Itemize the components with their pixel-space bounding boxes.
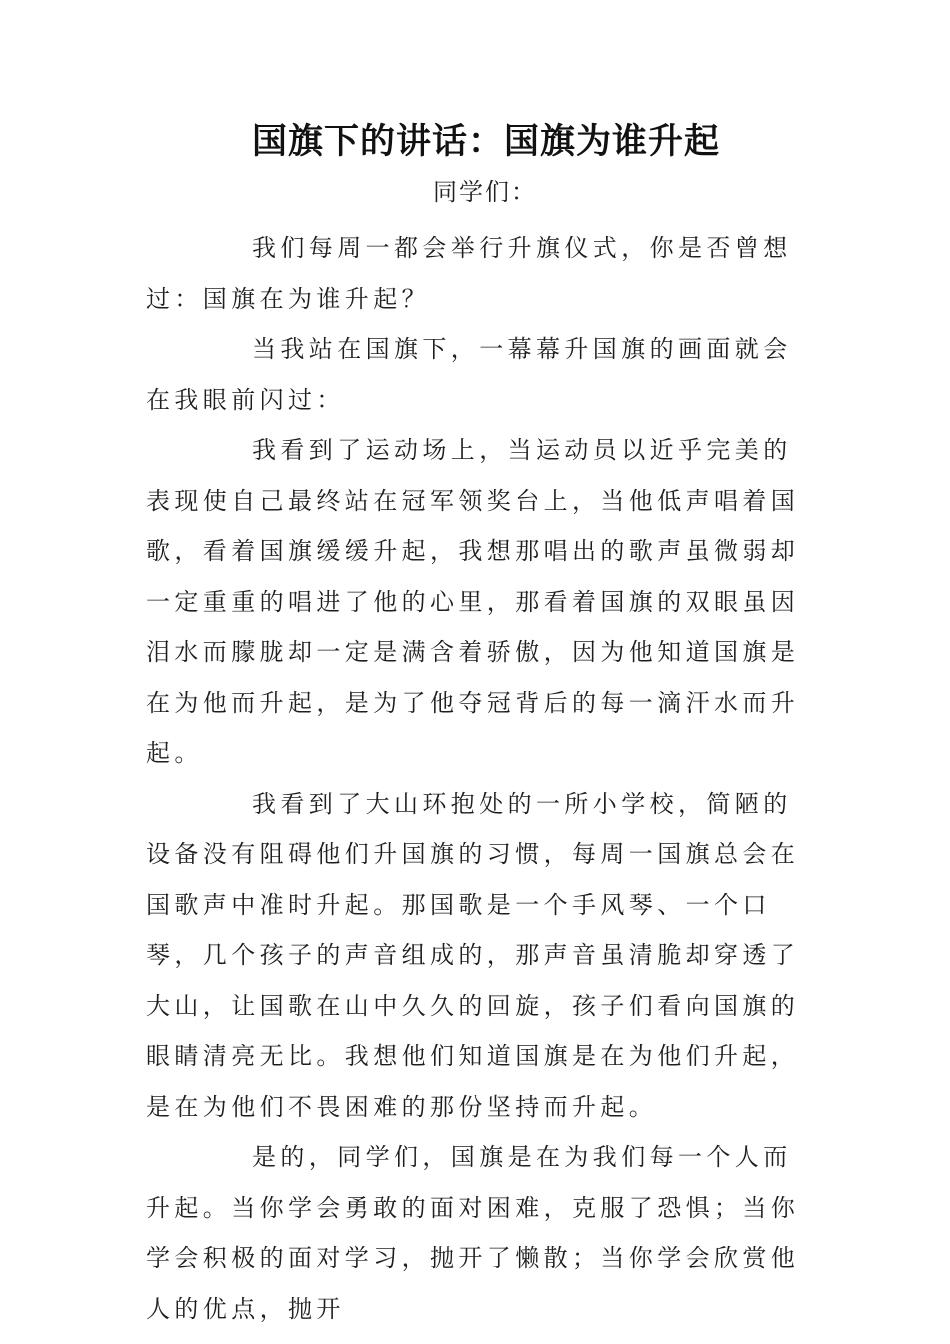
paragraph: 当我站在国旗下，一幕幕升国旗的画面就会在我眼前闪过： [146, 335, 792, 414]
paragraph: 我看到了运动场上，当运动员以近乎完美的表现使自己最终站在冠军领奖台上，当他低声唱着国歌，看着国旗缓缓升起，我想那唱出的歌声虽微弱却一定重重的唱进了他的心里，那看着国旗的双眼虽因泪水而朦胧却一定是满含着骄傲，因为他知道国旗是在为他而升起，是为了他夺冠背后的每一滴汗水而升起。 [146, 436, 800, 767]
paragraph: 我看到了大山环抱处的一所小学校，简陋的设备没有阻碍他们升国旗的习惯，每周一国旗总会在国歌声中准时升起。那国歌是一个手风琴、一个口琴，几个孩子的声音组成的，那声音虽清脆却穿透了大山，让国歌在山中久久的回旋，孩子们看向国旗的眼睛清亮无比。我想他们知道国旗是在为他们升起，是在为他们不畏困难的那份坚持而升起。 [146, 789, 800, 1121]
paragraph: 我们每周一都会举行升旗仪式，你是否曾想过：国旗在为谁升起？ [146, 234, 792, 313]
document-title: 国旗下的讲话：国旗为谁升起 [251, 122, 720, 162]
paragraph: 是的，同学们，国旗是在为我们每一个人而升起。当你学会勇敢的面对困难，克服了恐惧；当你学会积极的面对学习，抛开了懒散；当你学会欣赏他人的优点，抛开 [146, 1143, 800, 1323]
salutation: 同学们： [433, 178, 537, 206]
document-body [146, 223, 814, 1334]
